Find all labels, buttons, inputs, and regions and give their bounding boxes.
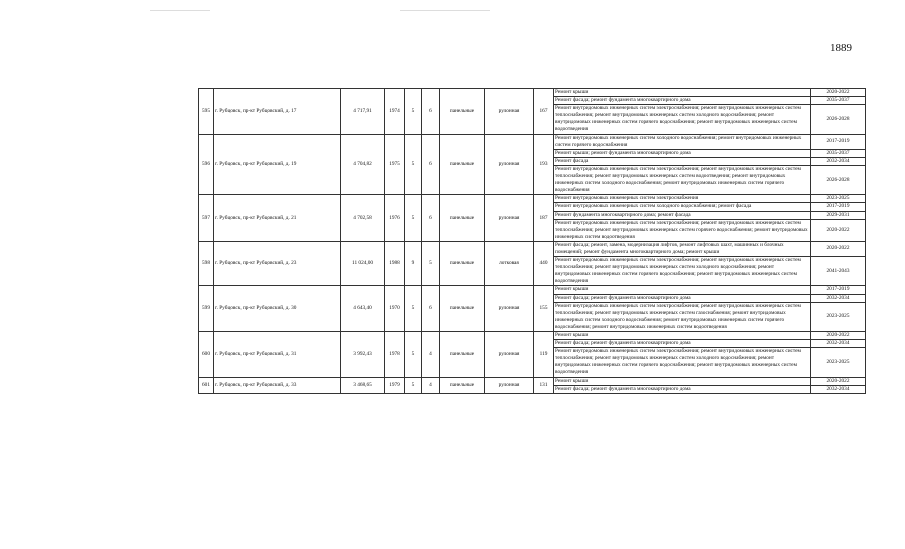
work-period: 2041-2043 (811, 257, 866, 286)
build-year: 1975 (385, 134, 405, 195)
work-period: 2026-2028 (811, 105, 866, 134)
roof-type: рулонная (485, 195, 534, 242)
total-area: 4 717,91 (341, 89, 385, 135)
residents: 187 (534, 195, 554, 242)
wall-material: панельные (440, 332, 485, 378)
residents: 131 (534, 377, 554, 393)
page-number: 1889 (830, 42, 852, 54)
wall-material: панельные (440, 241, 485, 286)
entrances: 4 (422, 332, 440, 378)
row-number: 596 (199, 134, 214, 195)
build-year: 1979 (385, 377, 405, 393)
work-period: 2035-2037 (811, 97, 866, 105)
wall-material: панельные (440, 134, 485, 195)
build-year: 1974 (385, 89, 405, 135)
wall-material: панельные (440, 377, 485, 393)
table-row (199, 286, 866, 294)
floors: 9 (405, 241, 422, 286)
roof-type: рулонная (485, 134, 534, 195)
table-row (199, 241, 866, 256)
total-area: 4 702,58 (341, 195, 385, 242)
work-description: Ремонт внутридомовых инженерных систем электроснабжения; ремонт внутридомовых инженерных систем теплоснабжения; ремонт внутридомовых инженерных систем горячего водоснабжения; ремонт внутридомовых инженерных систем водоотведения (554, 219, 811, 241)
scan-artifact (400, 10, 490, 11)
residents: 119 (534, 332, 554, 378)
floors: 5 (405, 377, 422, 393)
total-area: 4 643,40 (341, 286, 385, 332)
row-number: 597 (199, 195, 214, 242)
scan-artifact (150, 10, 210, 11)
entrances: 6 (422, 195, 440, 242)
table-row (199, 134, 866, 149)
roof-type: рулонная (485, 332, 534, 378)
work-period: 2032-2034 (811, 385, 866, 393)
work-period: 2017-2019 (811, 286, 866, 294)
roof-type: лотковая (485, 241, 534, 286)
work-period: 2020-2022 (811, 332, 866, 340)
work-description: Ремонт крыши (554, 89, 811, 97)
work-description: Ремонт фасада (554, 157, 811, 165)
work-period: 2020-2022 (811, 241, 866, 256)
row-number: 598 (199, 241, 214, 286)
work-description: Ремонт крыши (554, 377, 811, 385)
work-description: Ремонт фасада; ремонт фундамента многоквартирного дома (554, 340, 811, 348)
table-row (199, 377, 866, 385)
entrances: 6 (422, 89, 440, 135)
work-description: Ремонт крыши; ремонт фундамента многоквартирного дома (554, 149, 811, 157)
roof-type: рулонная (485, 286, 534, 332)
floors: 5 (405, 332, 422, 378)
work-period: 2032-2034 (811, 340, 866, 348)
address: г. Рубцовск, пр-кт Рубцовский, д. 30 (214, 286, 341, 332)
address: г. Рубцовск, пр-кт Рубцовский, д. 17 (214, 89, 341, 135)
entrances: 4 (422, 377, 440, 393)
residents: 155 (534, 286, 554, 332)
address: г. Рубцовск, пр-кт Рубцовский, д. 23 (214, 241, 341, 286)
build-year: 1976 (385, 195, 405, 242)
work-period: 2032-2034 (811, 294, 866, 302)
work-description: Ремонт внутридомовых инженерных систем электроснабжения; ремонт внутридомовых инженерных систем теплоснабжения; ремонт внутридомовых инженерных систем холодного водоснабжения; ремонт внутридомовых инженерных систем горячего водоснабжения; ремонт внутридомовых инженерных систем водоотведения (554, 348, 811, 377)
work-description: Ремонт внутридомовых инженерных систем электроснабжения; ремонт внутридомовых инженерных систем теплоснабжения; ремонт внутридомовых инженерных систем холодного водоснабжения; ремонт внутридомовых инженерных систем горячего водоснабжения; ремонт внутридомовых инженерных систем водоотведения (554, 257, 811, 286)
build-year: 1988 (385, 241, 405, 286)
work-period: 2026-2028 (811, 165, 866, 194)
address: г. Рубцовск, пр-кт Рубцовский, д. 33 (214, 377, 341, 393)
work-description: Ремонт фасада; ремонт, замена, модернизация лифтов, ремонт лифтовых шахт, машинных и блочных помещений; ремонт фундамента многоквартирного дома; ремонт крыши (554, 241, 811, 256)
work-period: 2023-2025 (811, 348, 866, 377)
roof-type: рулонная (485, 89, 534, 135)
work-period: 2035-2037 (811, 149, 866, 157)
residents: 167 (534, 89, 554, 135)
build-year: 1970 (385, 286, 405, 332)
total-area: 3 992,43 (341, 332, 385, 378)
row-number: 600 (199, 332, 214, 378)
work-description: Ремонт фасада; ремонт фундамента многоквартирного дома (554, 97, 811, 105)
work-description: Ремонт фундамента многоквартирного дома; ремонт фасада (554, 211, 811, 219)
work-description: Ремонт внутридомовых инженерных систем электроснабжения (554, 195, 811, 203)
work-description: Ремонт внутридомовых инженерных систем электроснабжения; ремонт внутридомовых инженерных систем теплоснабжения; ремонт внутридомовых инженерных систем холодного водоснабжения; ремонт внутридомовых инженерных систем горячего водоснабжения; ремонт внутридомовых инженерных систем водоотведения (554, 105, 811, 134)
work-description: Ремонт внутридомовых инженерных систем электроснабжения; ремонт внутридомовых инженерных систем теплоснабжения; ремонт внутридомовых инженерных систем газоснабжения; ремонт внутридомовых инженерных систем холодного водоснабжения; ремонт внутридомовых инженерных систем горячего водоснабжения; ремонт внутридомовых инженерных систем водоотведения (554, 302, 811, 331)
total-area: 4 704,82 (341, 134, 385, 195)
work-description: Ремонт внутридомовых инженерных систем холодного водоснабжения; ремонт внутридомовых инженерных систем горячего водоснабжения (554, 134, 811, 149)
entrances: 5 (422, 241, 440, 286)
work-description: Ремонт крыши (554, 286, 811, 294)
work-description: Ремонт крыши (554, 332, 811, 340)
work-description: Ремонт внутридомовых инженерных систем электроснабжения; ремонт внутридомовых инженерных систем теплоснабжения; ремонт внутридомовых инженерных систем водоотведения; ремонт внутридомовых инженерных систем холодного водоснабжения; ремонт внутридомовых инженерных систем горячего водоснабжения (554, 165, 811, 194)
entrances: 6 (422, 286, 440, 332)
work-period: 2020-2022 (811, 89, 866, 97)
row-number: 595 (199, 89, 214, 135)
address: г. Рубцовск, пр-кт Рубцовский, д. 31 (214, 332, 341, 378)
wall-material: панельные (440, 195, 485, 242)
work-period: 2017-2019 (811, 203, 866, 211)
work-period: 2023-2025 (811, 195, 866, 203)
floors: 5 (405, 134, 422, 195)
table-row (199, 89, 866, 97)
table-row (199, 332, 866, 340)
work-period: 2017-2019 (811, 134, 866, 149)
table-row (199, 195, 866, 203)
roof-type: рулонная (485, 377, 534, 393)
row-number: 599 (199, 286, 214, 332)
work-period: 2032-2034 (811, 157, 866, 165)
work-description: Ремонт фасада; ремонт фундамента многоквартирного дома (554, 294, 811, 302)
entrances: 6 (422, 134, 440, 195)
work-period: 2020-2022 (811, 377, 866, 385)
row-number: 601 (199, 377, 214, 393)
address: г. Рубцовск, пр-кт Рубцовский, д. 19 (214, 134, 341, 195)
floors: 5 (405, 286, 422, 332)
total-area: 11 024,00 (341, 241, 385, 286)
floors: 5 (405, 89, 422, 135)
wall-material: панельные (440, 89, 485, 135)
work-description: Ремонт внутридомовых инженерных систем холодного водоснабжения; ремонт фасада (554, 203, 811, 211)
repair-schedule-table (198, 88, 866, 394)
wall-material: панельные (440, 286, 485, 332)
address: г. Рубцовск, пр-кт Рубцовский, д. 21 (214, 195, 341, 242)
build-year: 1978 (385, 332, 405, 378)
total-area: 3 468,65 (341, 377, 385, 393)
work-period: 2020-2022 (811, 219, 866, 241)
residents: 440 (534, 241, 554, 286)
residents: 193 (534, 134, 554, 195)
work-period: 2023-2025 (811, 302, 866, 331)
work-description: Ремонт фасада; ремонт фундамента многоквартирного дома (554, 385, 811, 393)
floors: 5 (405, 195, 422, 242)
work-period: 2029-2031 (811, 211, 866, 219)
